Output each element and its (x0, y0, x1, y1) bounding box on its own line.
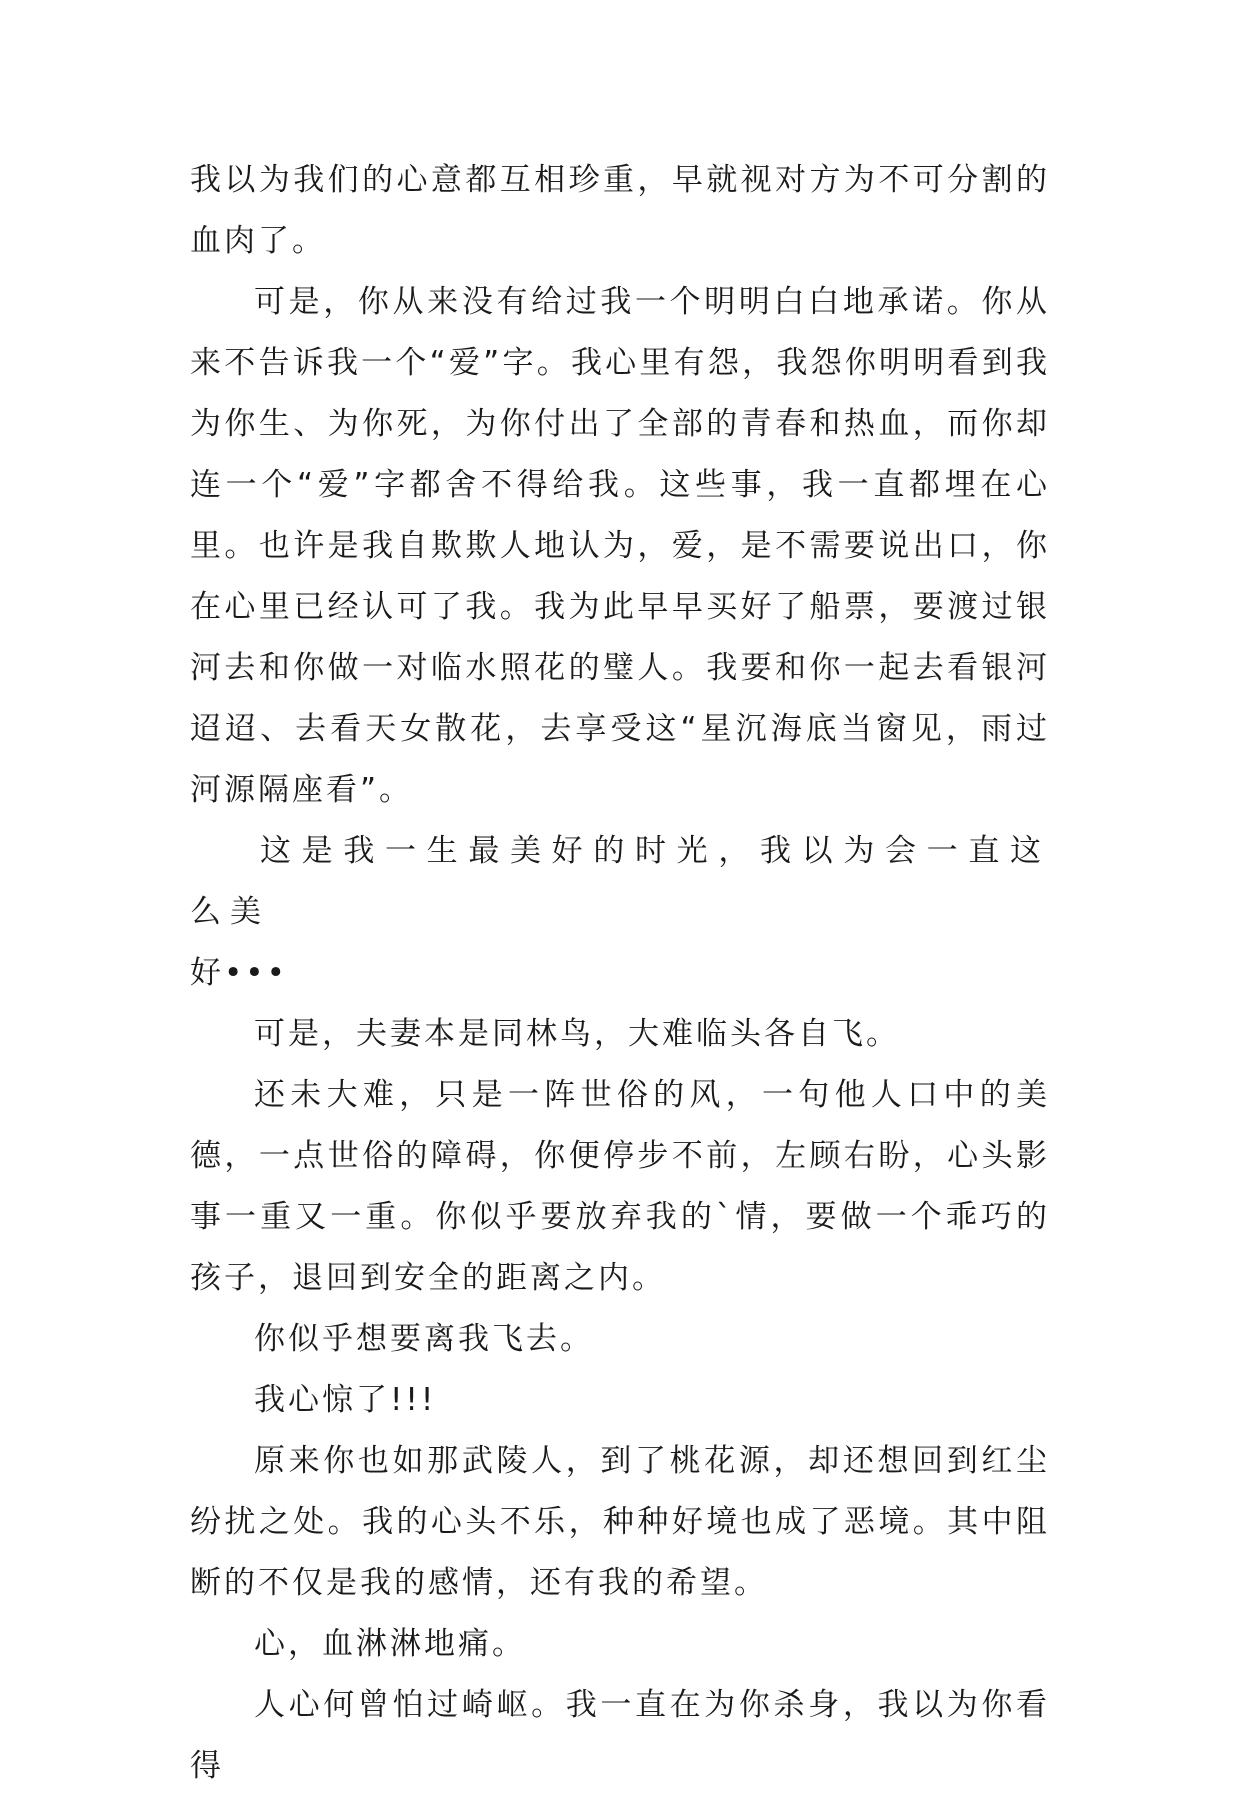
paragraph: 我以为我们的心意都互相珍重，早就视对方为不可分割的血肉了。 (190, 162, 1050, 259)
paragraph: 你似乎想要离我飞去。 (254, 1321, 594, 1357)
paragraph: 还未大难，只是一阵世俗的风，一句他人口中的美德，一点世俗的障碍，你便停步不前，左顾右盼，心头影事一重又一重。你似乎要放弃我的`情，要做一个乖巧的孩子，退回到安全的距离之内。 (190, 1077, 1050, 1296)
paragraph: 这是我一生最美好的时光，我以为会一直这么美 (190, 833, 1050, 930)
paragraph: 人心何曾怕过崎岖。我一直在为你杀身，我以为你看得 (190, 1687, 1050, 1784)
document-page (190, 150, 1050, 1797)
paragraph: 我心惊了!!! (254, 1382, 437, 1418)
paragraph: 心，血淋淋地痛。 (254, 1626, 526, 1662)
paragraph: 原来你也如那武陵人，到了桃花源，却还想回到红尘纷扰之处。我的心头不乐，种种好境也成了恶境。其中阻断的不仅是我的感情，还有我的希望。 (190, 1443, 1050, 1601)
paragraph: 可是，你从来没有给过我一个明明白白地承诺。你从来不告诉我一个“爱”字。我心里有怨，我怨你明明看到我为你生、为你死，为你付出了全部的青春和热血，而你却连一个“爱”字都舍不得给我。这些事，我一直都埋在心里。也许是我自欺欺人地认为，爱，是不需要说出口，你在心里已经认可了我。我为此早早买好了船票，要渡过银河去和你做一对临水照花的璧人。我要和你一起去看银河迢迢、去看天女散花，去享受这“星沉海底当窗见，雨过河源隔座看”。 (190, 284, 1050, 808)
paragraph: 可是，夫妻本是同林鸟，大难临头各自飞。 (254, 1016, 900, 1052)
paragraph-continuation: 好••• (190, 955, 288, 991)
